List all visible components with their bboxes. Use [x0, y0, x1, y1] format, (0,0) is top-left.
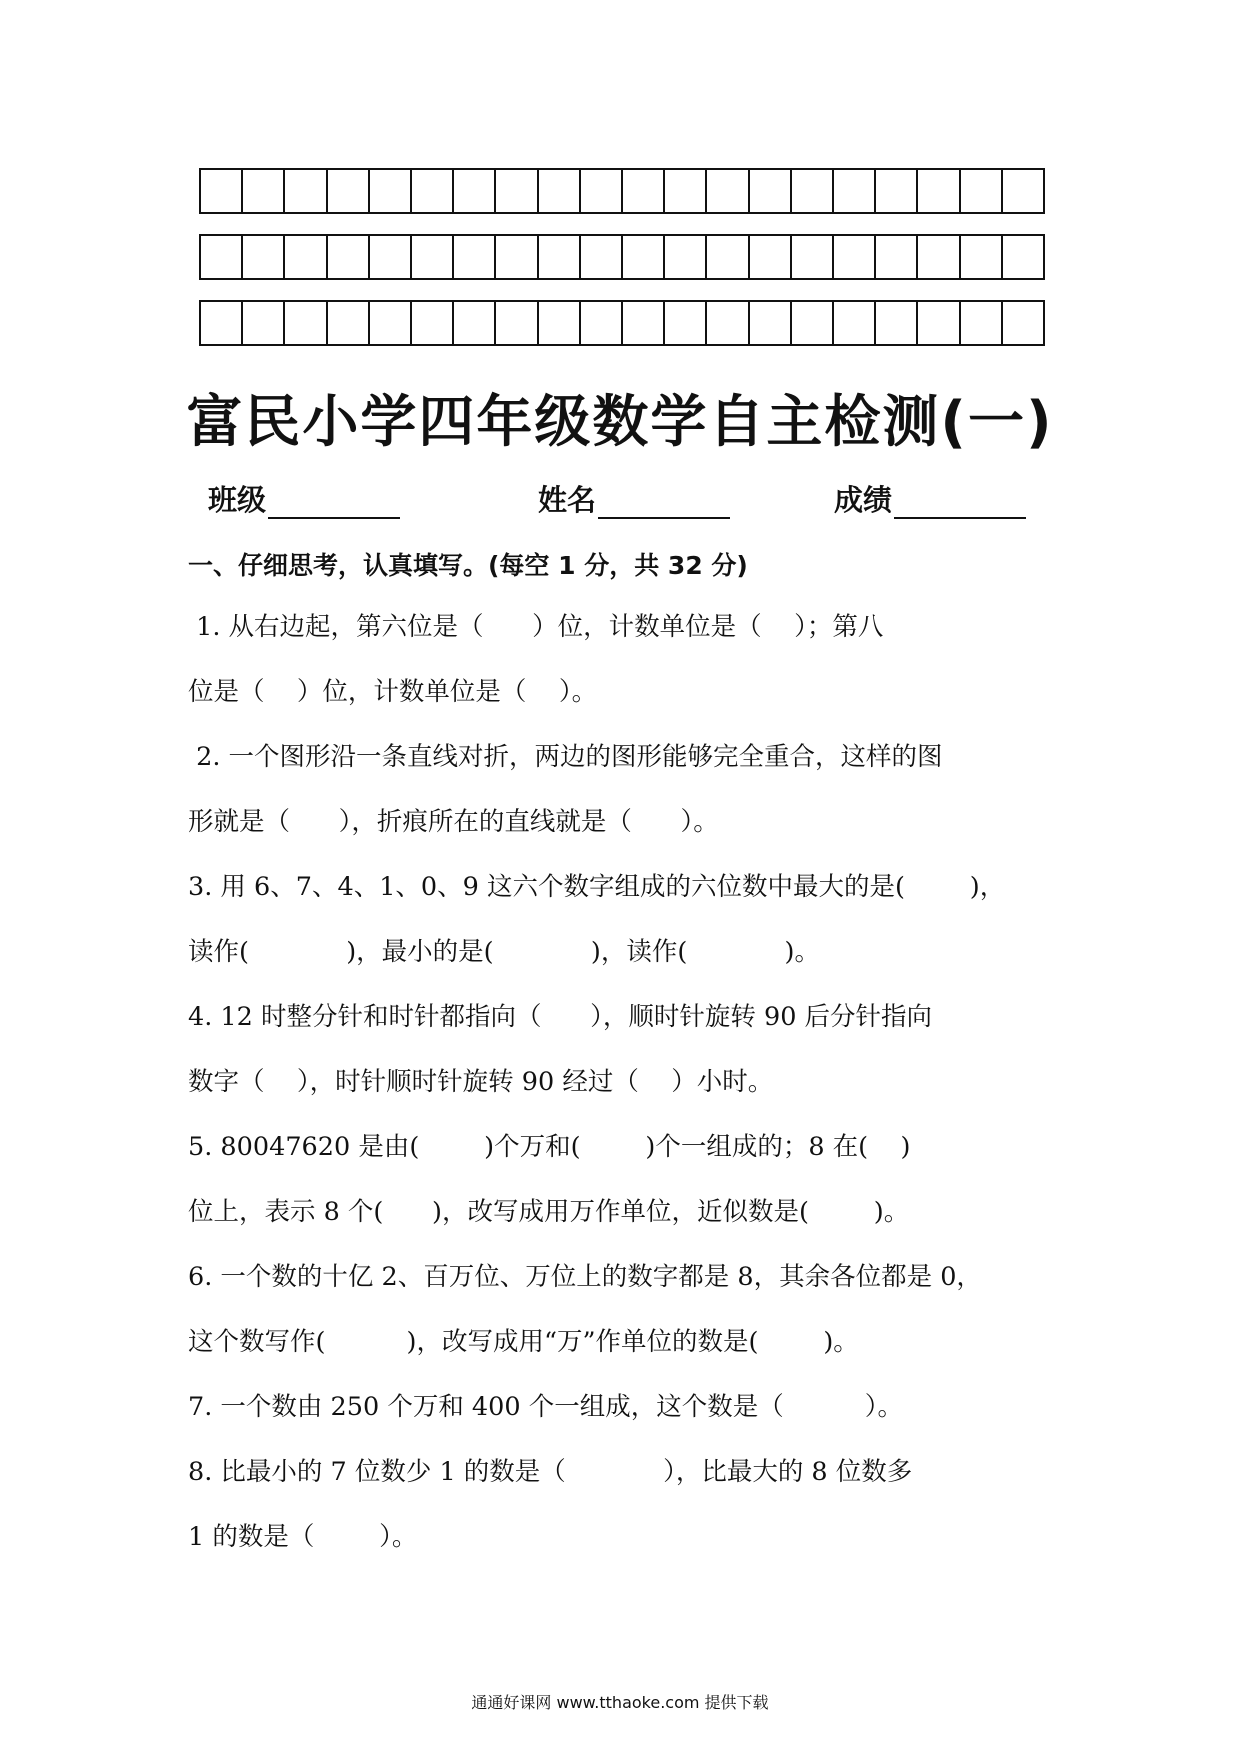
class-label: 班级 [208, 483, 267, 517]
answer-grid-cell[interactable] [581, 236, 623, 278]
answer-grid-cell[interactable] [201, 170, 243, 212]
name-field[interactable] [538, 478, 730, 519]
answer-grid-cell[interactable] [623, 302, 665, 344]
score-label: 成绩 [834, 483, 893, 517]
answer-grid-cell[interactable] [834, 236, 876, 278]
answer-grid-cell[interactable] [1003, 170, 1043, 212]
question-line: 7. 一个数由 250 个万和 400 个一组成，这个数是（ ）。 [188, 1392, 904, 1422]
answer-grid-cell[interactable] [539, 236, 581, 278]
answer-grid-row [199, 234, 1045, 280]
question-line: 5. 80047620 是由( )个万和( )个一组成的；8 在( ) [188, 1132, 911, 1162]
answer-grid-cell[interactable] [750, 302, 792, 344]
answer-grid-cell[interactable] [707, 302, 749, 344]
page-title: 富民小学四年级数学自主检测(一) [186, 390, 1054, 455]
answer-grid-cell[interactable] [285, 236, 327, 278]
answer-grid-cell[interactable] [961, 302, 1003, 344]
question-line: 位是（ ）位，计数单位是（ ）。 [188, 677, 598, 707]
answer-grid-cell[interactable] [454, 302, 496, 344]
answer-grid-row [199, 168, 1045, 214]
class-field[interactable] [208, 478, 400, 519]
answer-grid-cell[interactable] [496, 170, 538, 212]
answer-grid-cell[interactable] [665, 302, 707, 344]
name-label: 姓名 [538, 483, 597, 517]
answer-grid-cell[interactable] [328, 236, 370, 278]
answer-grid-cell[interactable] [412, 170, 454, 212]
student-info-line [208, 478, 1038, 518]
answer-grid-cell[interactable] [792, 236, 834, 278]
answer-grid-cell[interactable] [750, 170, 792, 212]
answer-grid-cell[interactable] [243, 170, 285, 212]
answer-grid-cell[interactable] [834, 302, 876, 344]
name-blank[interactable] [598, 487, 730, 519]
answer-grid-cell[interactable] [201, 302, 243, 344]
question-line: 形就是（ ），折痕所在的直线就是（ ）。 [188, 807, 719, 837]
answer-grid-cell[interactable] [496, 236, 538, 278]
class-blank[interactable] [268, 487, 400, 519]
answer-grid-cell[interactable] [328, 170, 370, 212]
answer-grid-cell[interactable] [876, 236, 918, 278]
answer-grid-cell[interactable] [792, 170, 834, 212]
footer-text: 通通好课网 www.tthaoke.com 提供下载 [471, 1693, 769, 1712]
answer-grid-cell[interactable] [412, 302, 454, 344]
answer-grid-cell[interactable] [707, 170, 749, 212]
question-line: 6. 一个数的十亿 2、百万位、万位上的数字都是 8，其余各位都是 0， [188, 1262, 982, 1292]
question-line: 8. 比最小的 7 位数少 1 的数是（ ），比最大的 8 位数多 [188, 1457, 913, 1487]
question-line: 数字（ ），时针顺时针旋转 90 经过（ ）小时。 [188, 1067, 774, 1097]
score-field[interactable] [834, 478, 1026, 519]
section-heading: 一、仔细思考，认真填写。(每空 1 分，共 32 分) [188, 551, 748, 580]
answer-grid-cell[interactable] [750, 236, 792, 278]
answer-grid-cell[interactable] [918, 170, 960, 212]
answer-grid-cell[interactable] [876, 302, 918, 344]
answer-grid-cell[interactable] [1003, 302, 1043, 344]
answer-grid-cell[interactable] [370, 236, 412, 278]
answer-grid-cell[interactable] [918, 302, 960, 344]
answer-grid-cell[interactable] [285, 302, 327, 344]
answer-grid-cell[interactable] [961, 236, 1003, 278]
answer-grid-cell[interactable] [285, 170, 327, 212]
question-line: 1 的数是（ ）。 [188, 1522, 418, 1552]
answer-grid-cell[interactable] [1003, 236, 1043, 278]
answer-grid-cell[interactable] [876, 170, 918, 212]
answer-grid-row [199, 300, 1045, 346]
answer-grid-cell[interactable] [918, 236, 960, 278]
answer-grid-cell[interactable] [496, 302, 538, 344]
answer-grid-cell[interactable] [623, 170, 665, 212]
question-line: 位上，表示 8 个( )，改写成用万作单位，近似数是( )。 [188, 1197, 910, 1227]
answer-grid-cell[interactable] [539, 302, 581, 344]
answer-grid-cell[interactable] [370, 302, 412, 344]
answer-grid-cell[interactable] [328, 302, 370, 344]
answer-grid-cell[interactable] [412, 236, 454, 278]
question-line: 3. 用 6、7、4、1、0、9 这六个数字组成的六位数中最大的是( )， [188, 872, 1006, 902]
answer-grid-cell[interactable] [665, 236, 707, 278]
answer-grid-cell[interactable] [581, 170, 623, 212]
answer-grid-cell[interactable] [792, 302, 834, 344]
score-blank[interactable] [894, 487, 1026, 519]
answer-grid-cell[interactable] [454, 170, 496, 212]
answer-grid-cell[interactable] [454, 236, 496, 278]
question-line: 这个数写作( )，改写成用“万”作单位的数是( )。 [188, 1327, 859, 1357]
answer-grid-cell[interactable] [961, 170, 1003, 212]
answer-grid-cell[interactable] [243, 236, 285, 278]
answer-grid-cell[interactable] [243, 302, 285, 344]
answer-grid-cell[interactable] [370, 170, 412, 212]
answer-grid-cell[interactable] [665, 170, 707, 212]
question-line: 1. 从右边起，第六位是（ ）位，计数单位是（ ）；第八 [188, 612, 884, 642]
answer-grid-cell[interactable] [201, 236, 243, 278]
answer-grid-cell[interactable] [623, 236, 665, 278]
question-line: 读作( )，最小的是( )，读作( )。 [188, 937, 820, 967]
answer-grid-cell[interactable] [834, 170, 876, 212]
question-line: 4. 12 时整分针和时针都指向（ ），顺时针旋转 90 后分针指向 [188, 1002, 933, 1032]
answer-grid-cell[interactable] [539, 170, 581, 212]
question-line: 2. 一个图形沿一条直线对折，两边的图形能够完全重合，这样的图 [188, 742, 943, 772]
answer-grid-cell[interactable] [581, 302, 623, 344]
answer-grid-cell[interactable] [707, 236, 749, 278]
